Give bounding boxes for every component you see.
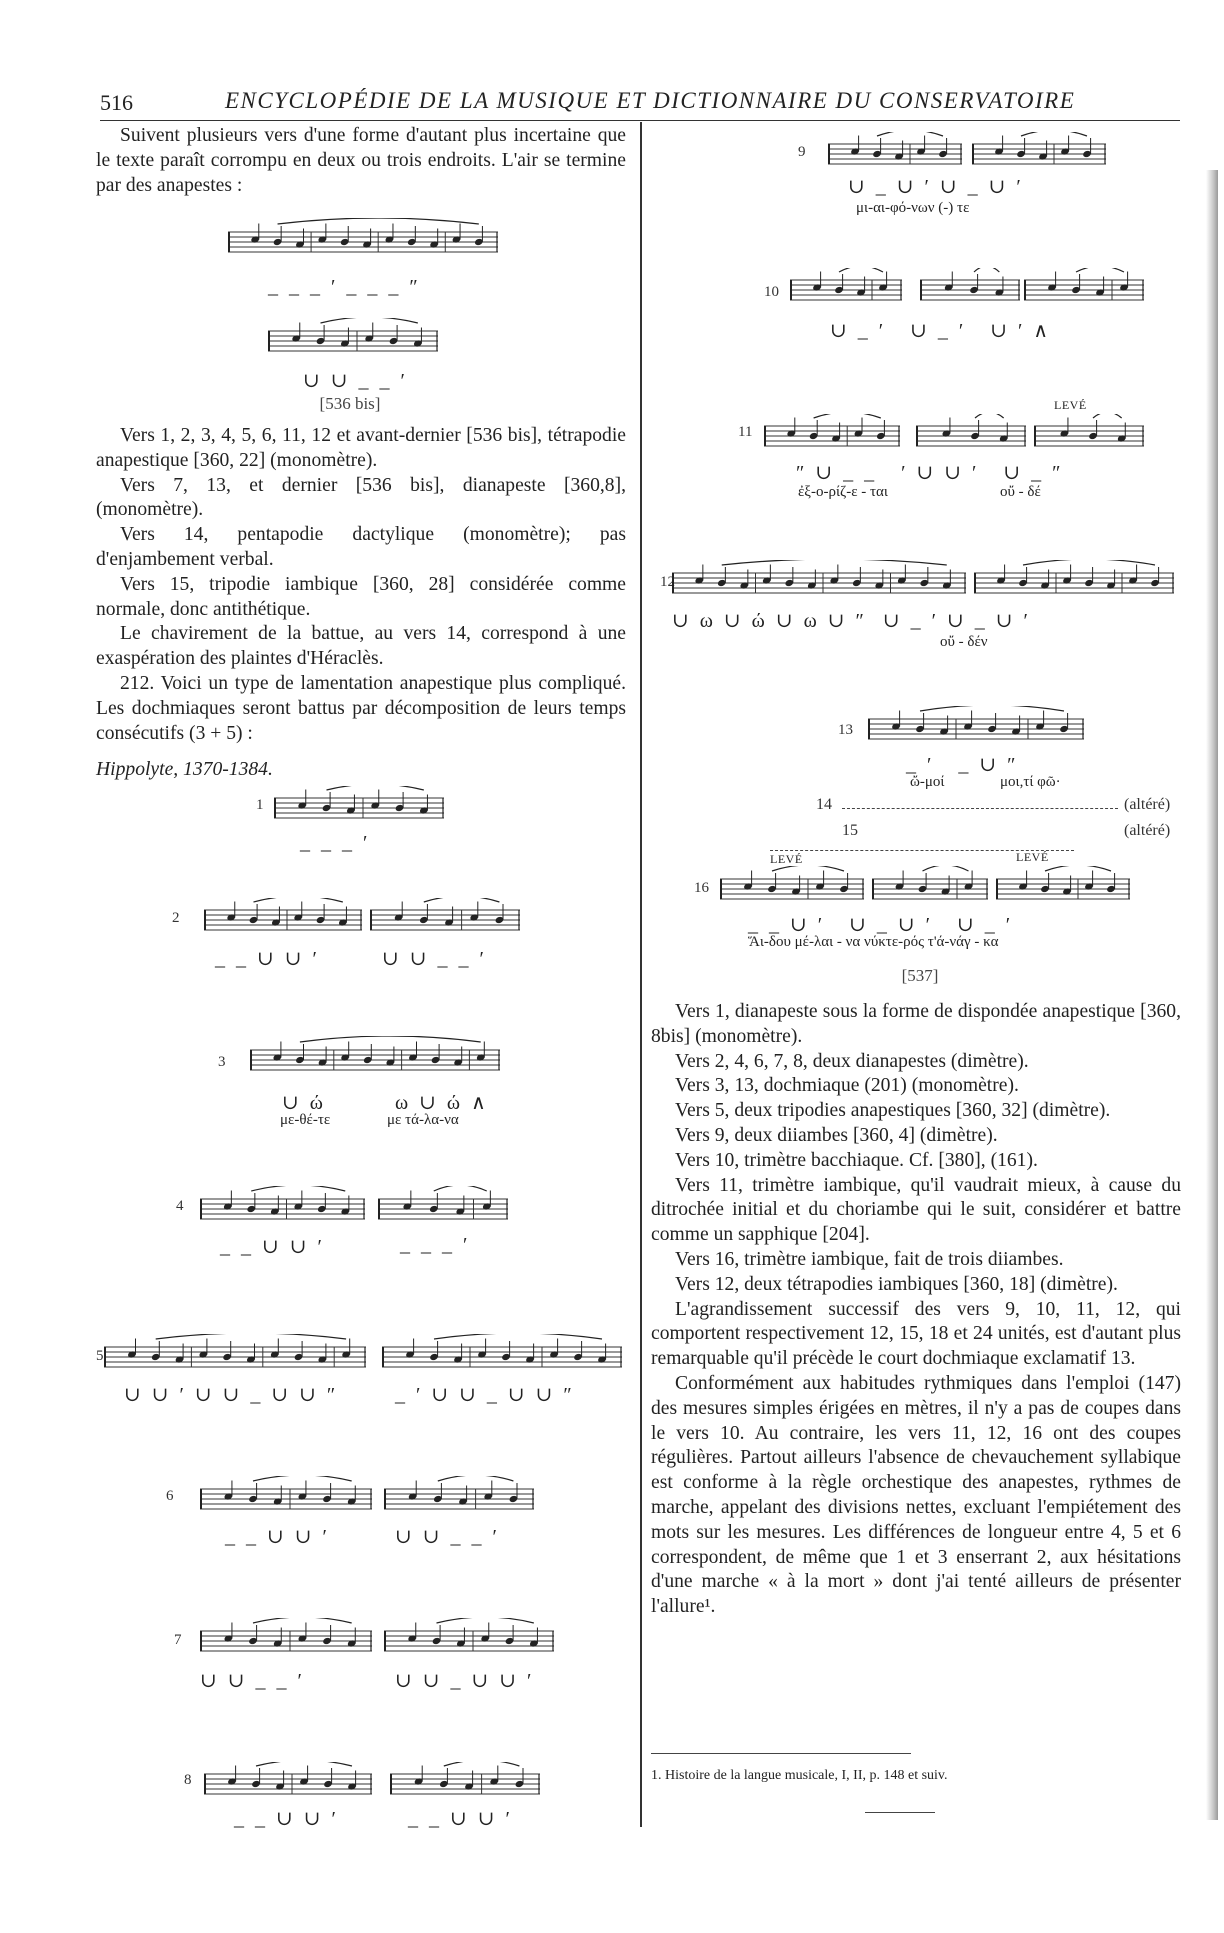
slur [839, 268, 883, 272]
slur [772, 866, 844, 871]
music-staff [378, 1186, 508, 1236]
music-staff [104, 1334, 366, 1386]
staff-svg [1034, 414, 1144, 460]
music-staff [200, 1476, 372, 1526]
music-staff [268, 318, 438, 368]
slur [722, 560, 947, 565]
staff-svg [382, 1334, 622, 1386]
rhythm-line: _ _ ∪ ∪ ′ [215, 948, 320, 970]
slur [434, 1186, 487, 1191]
paragraph: Vers 2, 4, 6, 7, 8, deux dianapestes (dimètre). [675, 1050, 1029, 1072]
paragraph: Conformément aux habitudes rythmiques dans l'emploi (147) des mesures simples érigées en mètres, il n'y a pas de coupes dans le vers 10. Au contraire, les vers 11, 12, 16 ont des coupes régulières. Partout ailleurs l'absence de chevauchement syllabique est conforme à la règle orchestique des anapestes, rythmes de marche, appelant des divisions nettes, excluant l'empiétement des mots sur les mesures. Les différences de longueur entre 4, 5 et 6 correspondent, de même que 1 et 3 enserrant 2, aux hésitations d'une marche « à la mort » dont j'ai tenté ailleurs de présenter l'allure¹. [651, 1372, 1181, 1618]
rhythm-line: ″ ∪ _ _ ′ ∪ ∪ ′ ∪ _ ″ [796, 462, 1064, 484]
staff-svg [974, 560, 1174, 610]
end-rule [865, 1812, 935, 1813]
paragraph: Vers 1, 2, 3, 4, 5, 6, 11, 12 et avant-dernier [536 bis], tétrapodie anapestique [360, 22] (monomètre). [96, 425, 626, 471]
staff-svg [378, 1186, 508, 1236]
music-staff [920, 268, 1020, 316]
example-caption: [537] [901, 966, 939, 985]
slur [253, 1618, 352, 1623]
slur [156, 1334, 346, 1339]
greek-lyric: μοι,τί φῶ· [1000, 774, 1061, 790]
music-staff [250, 1036, 500, 1092]
music-staff [868, 706, 1084, 758]
music-staff [384, 1476, 534, 1526]
running-header [100, 86, 1180, 121]
footnote: 1. Histoire de la langue musicale, I, II, p. 148 et suiv. [651, 1768, 948, 1783]
staff-svg [104, 1334, 366, 1386]
staff-svg [920, 268, 1020, 316]
right-column-body [651, 1000, 1181, 1620]
music-staff [384, 1618, 554, 1668]
staff-svg [764, 414, 900, 460]
rhythm-line: ∪ ω ∪ ώ ∪ ω ∪ ″ ∪ _ ′ ∪ _ ∪ ′ [672, 610, 1031, 632]
slur [877, 132, 943, 136]
staff-svg [384, 1476, 534, 1526]
staff-number: 2 [172, 910, 180, 926]
paragraph: Vers 5, deux tripodies anapestiques [360, 32] (dimètre). [675, 1100, 1111, 1122]
staff-number: 15 [842, 822, 858, 839]
slur [920, 706, 1064, 711]
slur [253, 1476, 352, 1481]
staff-number: 6 [166, 1488, 174, 1504]
music-staff [382, 1334, 622, 1386]
slur [438, 1476, 514, 1481]
staff-number: 14 [816, 796, 832, 813]
paragraph: Vers 12, deux tétrapodies iambiques [360, 18] (dimètre). [675, 1273, 1118, 1295]
slur [300, 1036, 481, 1042]
rhythm-line: _ ′ ∪ ∪ _ ∪ ∪ ″ [395, 1384, 575, 1406]
music-staff [872, 866, 988, 916]
staff-note: (altéré) [1124, 822, 1171, 839]
staff-number: 13 [838, 722, 853, 738]
example-caption: [536 bis] [319, 394, 381, 413]
staff-svg [828, 132, 962, 178]
intro-paragraph: Suivent plusieurs vers d'une forme d'autant plus incertaine que le texte paraît corrompu en deux ou trois endroits. L'air se termine par des anapestes : [96, 125, 626, 196]
staff-svg [268, 318, 438, 368]
paragraph: Vers 14, pentapodie dactylique (monomètre); pas d'enjambement verbal. [96, 524, 626, 570]
paragraph: Vers 9, deux diiambes [360, 4] (dimètre). [675, 1124, 998, 1146]
slur [974, 268, 999, 272]
staff-svg [916, 414, 1026, 460]
paragraph: Vers 3, 13, dochmiaque (201) (monomètre). [675, 1075, 1019, 1097]
rhythm-line: ∪ ώ [282, 1092, 326, 1114]
music-staff [274, 786, 444, 834]
left-column [96, 124, 626, 198]
staff-svg [370, 898, 520, 946]
citation: Hippolyte, 1370-1384. [96, 759, 273, 781]
slur [1045, 866, 1111, 871]
greek-lyric: με-θέ-τε [280, 1112, 331, 1128]
paragraph: Vers 1, dianapeste sous la forme de dispondée anapestique [360, 8bis] (monomètre). [651, 1001, 1181, 1047]
staff-svg [204, 898, 362, 946]
staff-svg [250, 1036, 500, 1092]
music-staff [390, 1762, 540, 1810]
slur [278, 218, 479, 224]
paragraph: Vers 15, tripodie iambique [360, 28] considérée comme normale, donc antithétique. [96, 573, 626, 620]
music-staff [204, 898, 362, 946]
staff-svg [274, 786, 444, 834]
slur [437, 1618, 534, 1623]
staff-svg [228, 218, 498, 272]
greek-lyric: με τά-λα-να [387, 1112, 459, 1128]
staff-number: 8 [184, 1772, 192, 1788]
music-staff [790, 268, 902, 316]
staff-svg [200, 1618, 372, 1668]
staff-svg [996, 866, 1130, 916]
staff-svg [790, 268, 902, 316]
staff-svg [972, 132, 1106, 178]
staff-svg [672, 560, 966, 610]
rhythm-line: _ _ ∪ ∪ ′ [225, 1526, 330, 1548]
staff-note: (altéré) [1124, 796, 1171, 813]
rhythm-line: _ _ _ ′ [400, 1234, 471, 1256]
staff-number: 10 [764, 284, 779, 300]
paragraph: L'agrandissement successif des vers 9, 10, 11, 12, qui comportent respectivement 12, 15, 18 et 24 unités, est d'autant plus remarquable qu'il précède le court dochmiaque exclamatif 13. [651, 1298, 1181, 1370]
staff-svg [200, 1186, 365, 1236]
staff-number: 16 [694, 880, 709, 896]
staff-number: 7 [174, 1632, 182, 1648]
music-staff [1024, 268, 1144, 316]
rhythm-line: _ _ _ ′ _ _ _ ″ [268, 276, 421, 298]
staff-svg [868, 706, 1084, 758]
slur [424, 898, 500, 902]
rhythm-line: ω ∪ ώ ∧ [395, 1092, 489, 1114]
greek-lyric: Ἅι-δου μέ-λαι - να νύκτε-ρός τ'ά-νάγ - κα [748, 934, 999, 950]
staff-svg [720, 866, 864, 916]
music-staff [720, 866, 864, 916]
slur [1023, 560, 1155, 565]
music-staff [200, 1186, 365, 1236]
music-staff [672, 560, 966, 610]
slur [256, 1762, 352, 1766]
column-rule [640, 122, 642, 1827]
rhythm-line: ∪ ∪ ′ ∪ ∪ _ ∪ ∪ ″ [124, 1384, 339, 1406]
rhythm-line: ∪ _ ∪ ′ ∪ _ ∪ ′ [848, 176, 1024, 198]
slur [254, 898, 343, 902]
leve-marker: LEVÉ [770, 852, 803, 866]
staff-svg [390, 1762, 540, 1810]
rhythm-line: ∪ ∪ _ _ ′ [382, 948, 487, 970]
staff-number: 11 [738, 424, 753, 440]
paragraph: 212. Voici un type de lamentation anapestique plus compliqué. Les dochmiaques seront battus par décomposition de leurs temps consécutifs (3 + 5) : [96, 672, 626, 744]
music-staff [974, 560, 1174, 610]
music-staff [200, 1618, 372, 1668]
slur [923, 866, 969, 871]
slur [434, 1334, 602, 1339]
staff-number: 4 [176, 1198, 184, 1214]
staff-svg [872, 866, 988, 916]
page-edge-shadow [1206, 170, 1218, 1820]
rhythm-line: ∪ ∪ _ _ ′ [395, 1526, 500, 1548]
rhythm-line: ∪ ∪ _ ∪ ∪ ′ [395, 1670, 535, 1692]
paragraph: Vers 7, 13, et dernier [536 bis], dianapeste [360,8], (monomètre). [96, 474, 626, 521]
header-title: ENCYCLOPÉDIE DE LA MUSIQUE ET DICTIONNAIRE DU CONSERVATOIRE [225, 88, 1076, 113]
greek-lyric: μι-αι-φό-νων (-) τε [856, 200, 970, 216]
rhythm-line: _ _ ∪ ∪ ′ [408, 1808, 513, 1830]
dashed-line [842, 808, 1118, 809]
music-staff [228, 218, 498, 272]
staff-number: 12 [660, 574, 675, 590]
paragraph: Vers 11, trimètre iambique, qu'il vaudrait mieux, à cause du ditrochée initial et du choriambe qui le suit, considérer et battre comme un sapphique [204]. [651, 1174, 1181, 1246]
staff-number: 5 [96, 1348, 104, 1364]
slur [321, 318, 418, 323]
slur [1021, 132, 1087, 136]
leve-marker: LEVÉ [1016, 850, 1049, 864]
staff-number: 1 [256, 797, 264, 813]
leve-marker: LEVÉ [1054, 398, 1087, 412]
rhythm-line: _ _ ∪ ∪ ′ [220, 1236, 325, 1258]
greek-lyric: ἐξ-ο-ρίζ-ε - ται [798, 484, 888, 500]
greek-lyric: οὔ - δέ [1000, 484, 1041, 500]
music-staff [370, 898, 520, 946]
paragraph: Vers 10, trimètre bacchiaque. Cf. [380], (161). [675, 1149, 1038, 1171]
greek-lyric: ὤ-μοί [910, 774, 945, 790]
rhythm-line: _ ′ _ ∪ ″ [906, 754, 1019, 776]
greek-lyric: οὔ - δέν [940, 634, 988, 650]
slur [444, 1762, 520, 1766]
slur [251, 1186, 345, 1191]
staff-svg [200, 1476, 372, 1526]
rhythm-line: ∪ ∪ _ _ ′ [200, 1670, 305, 1692]
slur [1093, 414, 1122, 418]
rhythm-line: _ _ _ ′ [300, 832, 371, 854]
slur [975, 414, 1004, 418]
staff-number: 3 [218, 1054, 226, 1070]
music-staff [916, 414, 1026, 460]
slur [1076, 268, 1124, 272]
music-staff [204, 1762, 372, 1810]
staff-svg [384, 1618, 554, 1668]
music-staff [996, 866, 1130, 916]
staff-svg [1024, 268, 1144, 316]
rhythm-line: ∪ _ ′ ∪ _ ′ ∪ ′ ∧ [830, 320, 1052, 342]
footnote-rule [651, 1753, 911, 1754]
staff-number: 9 [798, 144, 806, 160]
slur [327, 786, 424, 790]
music-staff [972, 132, 1106, 178]
staff-svg [204, 1762, 372, 1810]
left-column-body [96, 424, 626, 783]
paragraph: Le chavirement de la battue, au vers 14, correspond à une exaspération des plaintes d'Héraclès. [96, 623, 626, 670]
paragraph: Vers 16, trimètre iambique, fait de trois diiambes. [675, 1248, 1064, 1270]
rhythm-line: ∪ ∪ _ _ ′ [303, 370, 408, 392]
page-number: 516 [100, 90, 133, 115]
slur [814, 414, 881, 418]
music-staff [828, 132, 962, 178]
rhythm-line: _ _ ∪ ′ ∪ _ ∪ ′ ∪ _ ′ [748, 914, 1014, 936]
music-staff [1034, 414, 1144, 460]
music-staff [764, 414, 900, 460]
rhythm-line: _ _ ∪ ∪ ′ [234, 1808, 339, 1830]
